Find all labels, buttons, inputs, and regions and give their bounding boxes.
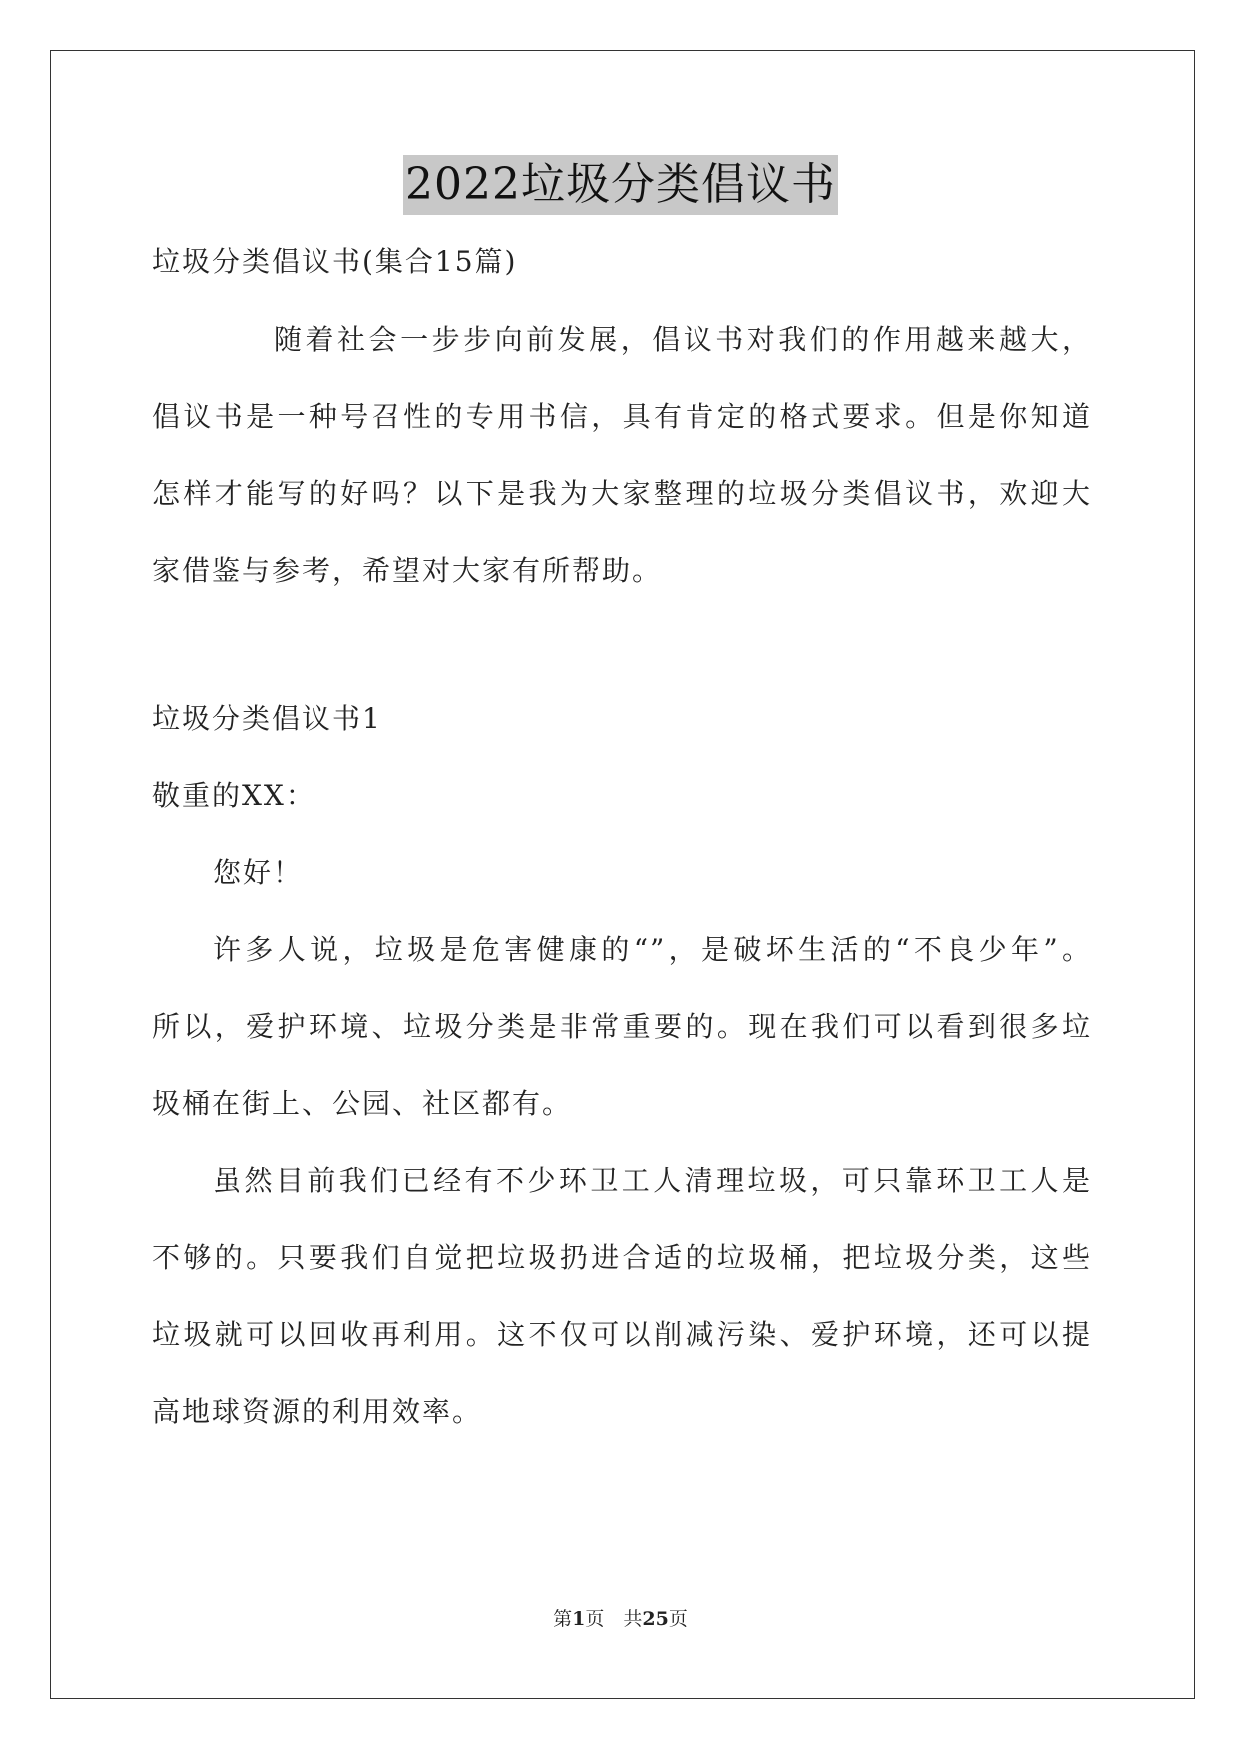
footer-suffix: 页 bbox=[668, 1608, 688, 1630]
salutation-line: 敬重的XX： bbox=[152, 779, 316, 812]
footer-prefix: 第 bbox=[553, 1608, 573, 1630]
footer-total-pages: 25 bbox=[642, 1608, 669, 1630]
intro-line-2: 倡议书是一种号召性的专用书信，具有肯定的格式要求。但是你知道 bbox=[152, 400, 1092, 433]
body-p1-line-2: 所以，爱护环境、垃圾分类是非常重要的。现在我们可以看到很多垃 bbox=[152, 1010, 1092, 1043]
body-p1-line-3: 圾桶在街上、公园、社区都有。 bbox=[152, 1087, 573, 1120]
body-p2-line-3: 垃圾就可以回收再利用。这不仅可以削减污染、爱护环境，还可以提 bbox=[152, 1318, 1092, 1351]
intro-line-4: 家借鉴与参考，希望对大家有所帮助。 bbox=[152, 554, 663, 587]
footer-middle: 页 共 bbox=[585, 1608, 643, 1630]
body-p1-line-1: 许多人说，垃圾是危害健康的“”，是破坏生活的“不良少年”。 bbox=[213, 933, 1092, 966]
subtitle-line: 垃圾分类倡议书(集合15篇) bbox=[152, 245, 518, 278]
title-container bbox=[0, 155, 1241, 215]
intro-line-3: 怎样才能写的好吗？以下是我为大家整理的垃圾分类倡议书，欢迎大 bbox=[152, 477, 1092, 510]
intro-line-1: 随着社会一步步向前发展，倡议书对我们的作用越来越大， bbox=[274, 323, 1092, 356]
greeting-line: 您好！ bbox=[213, 856, 304, 889]
footer-current-page: 1 bbox=[572, 1608, 586, 1630]
body-p2-line-4: 高地球资源的利用效率。 bbox=[152, 1395, 483, 1428]
document-title: 2022垃圾分类倡议书 bbox=[403, 155, 838, 215]
page-footer bbox=[0, 1606, 1241, 1632]
section-heading-1: 垃圾分类倡议书1 bbox=[152, 702, 382, 735]
body-p2-line-2: 不够的。只要我们自觉把垃圾扔进合适的垃圾桶，把垃圾分类，这些 bbox=[152, 1241, 1092, 1274]
body-p2-line-1: 虽然目前我们已经有不少环卫工人清理垃圾，可只靠环卫工人是 bbox=[213, 1164, 1092, 1197]
